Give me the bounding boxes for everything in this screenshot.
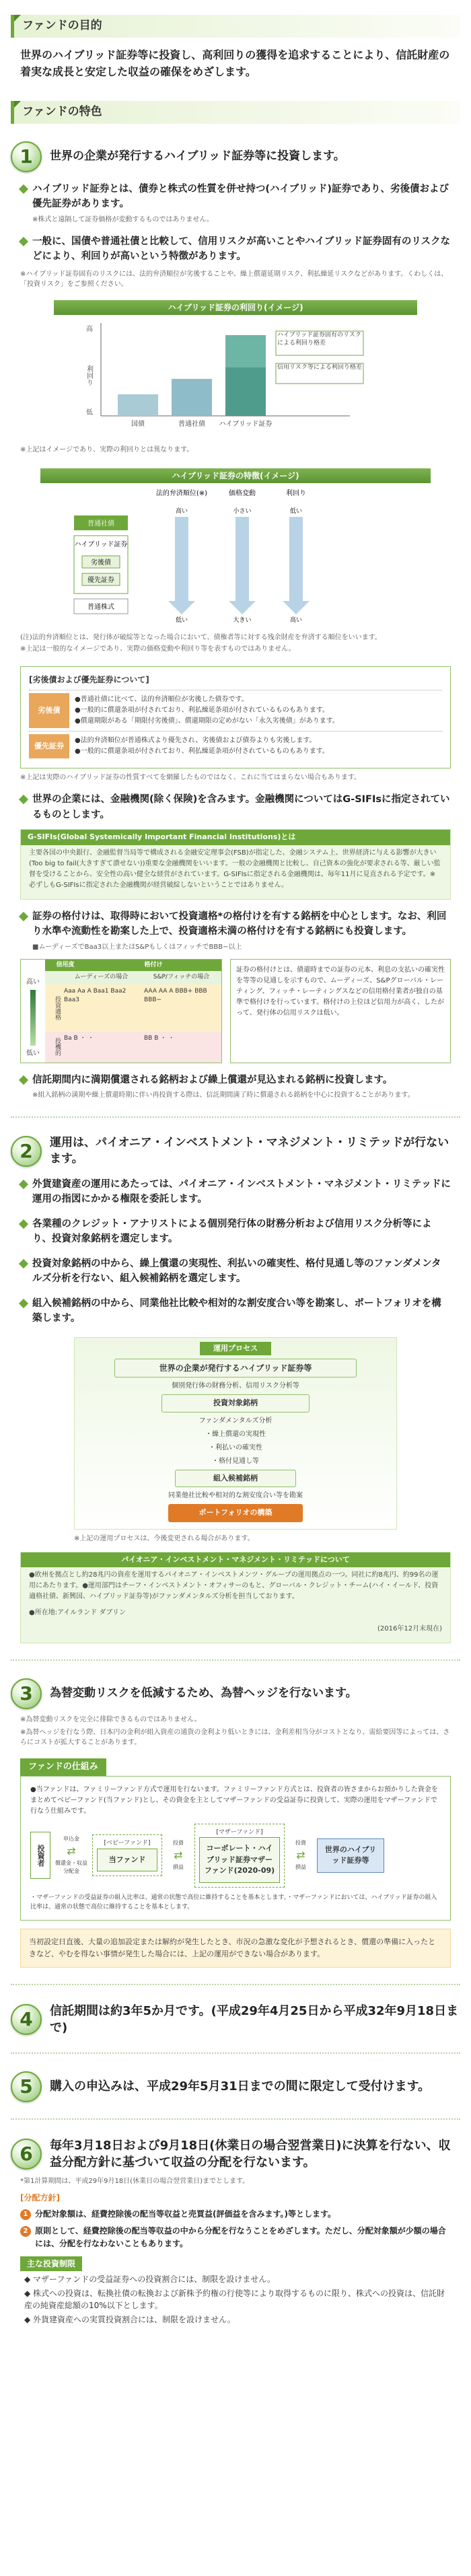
cat-corp: 普通社債 bbox=[178, 421, 205, 429]
svg-text:高い: 高い bbox=[175, 507, 188, 515]
rating-desc: 証券の格付けとは、債還時までの証券の元本、利息の支払いの確実性を等等の見通しを示すもので、ムーディーズ、S&Pグローバル・レーティング、フィッチ・レーティングスなどの信用格付業者が独自の基準で格付けを行っています。格付けの上位ほど信用力が高く、したがって、発行体の信用リスクは低い。 bbox=[230, 959, 451, 1063]
limits-heading: 主な投資制限 bbox=[20, 2256, 82, 2271]
col-yield bbox=[283, 489, 310, 624]
feature-4: 4 信託期間は約3年5か月です。(平成29年4月25日から平成32年9月18日まで) bbox=[11, 2003, 460, 2036]
svg-text:高い: 高い bbox=[289, 616, 303, 624]
bullet-text: 証券の格付けは、取得時において投資適格*の格付けを有する銘柄を中心とします。なお、利回り水準や流動性を勘案した上で、投資適格未満の格付けを有する銘柄にも投資します。 bbox=[32, 910, 447, 937]
frame-row-key: 優先証券 bbox=[29, 734, 69, 758]
mechanism-box: ●当ファンドは、ファミリーファンド方式で運用を行ないます。ファミリーファンド方式とは、投資者の皆さまからお預かりした資金をまとめてベビーファンド(当ファンド)とし、その資金を主としてマザーファンドの受益証券に投資して、実際の運用をマザーファンドで行なう仕組みです。 投資者 申込金 ⇄ 償還金・収益分配金 [ベビーファンド] 当ファンド 投資 ⇄ 損益 [マザーファンド] コーポレート・ハイブリッド証券マザーファンド(2020-09) 投資 ⇄ 損益 世界のハイブリッド証券等 ・マザーファンドの受益証券の組入比率は、通常の状態で高位に維持することを基本とします。・マザーファンドにおいては、ハイブリッド証券の組入比率は、通常の状態で高位に維持することを基本とします。 bbox=[20, 1776, 451, 1921]
bond-frame bbox=[20, 666, 451, 768]
svg-text:利回り: 利回り bbox=[286, 489, 306, 497]
frame-title: [劣後債および優先証券について] bbox=[29, 675, 149, 685]
left-corp: 普通社債 bbox=[87, 520, 114, 528]
bullet bbox=[20, 1073, 451, 1100]
feature-number: 1 bbox=[11, 141, 42, 172]
yield-chart bbox=[0, 315, 471, 436]
bar-corp bbox=[172, 379, 212, 416]
svg-text:低い: 低い bbox=[289, 507, 303, 515]
bar-govt bbox=[118, 394, 158, 416]
rating-section bbox=[20, 959, 451, 1063]
callout-2: 信用リスク等による利回り格差 bbox=[277, 364, 362, 371]
rating-table: 高い 低い 信用度 格付け ムーディーズの場合 S&P/フィッチの場合 投資適格 Aaa Aa A Baa1 Baa2 Baa3 AAA AA A BBB+ BBB BBB− 投機的 Ba B ・ ・ BB B ・ ・ bbox=[20, 959, 222, 1063]
bullet-text: 一般に、国債や普通社債と比較して、信用リスクが高いことやハイブリッド証券固有のリスクなどにより、利回りが高いという特徴があります。 bbox=[32, 236, 451, 262]
chart2-title: ハイブリッド証券の特徴(イメージ) bbox=[40, 468, 431, 483]
bullet-text: ハイブリッド証券とは、債券と株式の性質を併せ持つ(ハイブリッド)証券であり、劣後債および優先証券があります。 bbox=[32, 183, 449, 210]
limit-item: ◆ 外貨建資産への実質投資割合には、制限を設けません。 bbox=[24, 2315, 236, 2325]
bullet-note: ※組入銘柄の満期や繰上償還時期に伴い再投資する際は、信託期間満了時に償還される銘柄を中心に投資することがあります。 bbox=[32, 1092, 414, 1100]
gsifi-box bbox=[20, 829, 451, 900]
pioneer-box: パイオニア・インベストメント・マネジメント・リミテッドについて ●欧州を拠点とし約28兆円の資産を運用するパイオニア・インベストメンツ・グループの運用拠点の一つ。同社に約8兆円、約99名の運用にあたります。●運用部門はチーフ・インベストメント・オフィサーのもと、グローバル・クレジット・チーム(ハイ・イールド、投資適格社債、新興国、ハイブリッド証券等)がファンダメンタルズ分析を担当しております。 ●所在地:アイルランド ダブリン (2016年12月末現在) bbox=[20, 1552, 451, 1644]
left-equity: 普通株式 bbox=[87, 603, 114, 611]
mechanism-title: ファンドの仕組み bbox=[20, 1758, 106, 1776]
notice-box: 当初設定日直後、大量の追加設定または解約が発生したとき、市況の急激な変化が予想されるとき、償還の準備に入ったときなど、やむを得ない事情が発生した場合には、上記の運用ができない場合があります。 bbox=[20, 1929, 451, 1967]
frame-note: ※上記は実際のハイブリッド証券の性質すべてを網羅したものではなく、これに当てはまらない場合もあります。 bbox=[20, 774, 361, 782]
left-pref: 優先証券 bbox=[87, 576, 114, 584]
svg-text:大きい: 大きい bbox=[233, 616, 252, 624]
features-heading bbox=[11, 101, 460, 124]
feature-1 bbox=[11, 141, 460, 172]
bullet-note: ■ムーディーズでBaa3以上またはS&PもしくはフィッチでBBB−以上 bbox=[32, 943, 242, 951]
distribution-heading: [分配方針] bbox=[20, 2193, 60, 2203]
feature-title: 運用は、パイオニア・インベストメント・マネジメント・リミテッドが行ないます。 bbox=[50, 1136, 449, 1166]
frame-row-key: 劣後債 bbox=[29, 693, 69, 728]
svg-text:低い: 低い bbox=[175, 616, 188, 624]
limit-item: ◆ マザーファンドの受益証券への投資割合には、制限を設けません。 bbox=[24, 2275, 275, 2285]
feature-title: 為替変動リスクを低減するため、為替ヘッジを行ないます。 bbox=[50, 1686, 357, 1701]
process-funnel: 運用プロセス 世界の企業が発行するハイブリッド証券等 個別発行体の財務分析、信用リスク分析等 投資対象銘柄 ファンダメンタルズ分析 ・繰上償還の実現性 ・利払いの確実性 ・格付見通し等 組入候補銘柄 同業他社比較や相対的な割安度合い等を勘案 ポートフォリオの構築 bbox=[74, 1337, 397, 1530]
features-chart bbox=[0, 483, 471, 624]
frame-row: 優先証券 ●法的弁済順位が普通株式より優先され、劣後債および債券よりも劣後します。 ●一般的に償還条項が付されており、利払繰延条項が付されているものもあります。 bbox=[29, 731, 442, 761]
feature-number: 3 bbox=[11, 1678, 42, 1709]
bullet bbox=[20, 234, 451, 264]
feature-5: 5 購入の申込みは、平成29年5月31日までの間に限定して受付けます。 bbox=[11, 2071, 460, 2102]
svg-text:価格変動: 価格変動 bbox=[229, 489, 256, 497]
yield-high: 高 bbox=[86, 326, 93, 334]
feature-number: 2 bbox=[11, 1136, 42, 1167]
page: ファンドの目的 世界のハイブリッド証券等に投資し、高利回りの獲得を追求することにより、信託財産の着実な成長と安定した収益の確保をめざします。 ファンドの特色 1 世界の企業が発行するハイブリッド証券等に投資します。 ハイブリッド証券とは、債券と株式の性質を併せ持つ(ハイブリッド)証券であり、劣後債および優先証券があります。 ※株式と遠隔して証券価格が変動するものではありません。 一般に、国債や普通社債と比較して、信用リスクが高いことやハイブリッド証券固有のリスクなどにより、利回りが高いという特徴があります。 ※ハイブリッド証券固有のリスクには、法的弁済順位が劣後することや、繰上償還延期リスク、利払繰延リスクなどがあります。くわしくは、「投資リスク」をご参照ください。 ハイブリッド証券の利回り(イメージ) 高 低 利回り 国債 普通社債 ハイブリッド証券 ハイブリッド証券固有のリスクによる利回り格差 信用リスク等による利回り格差 ※上記はイメージであり、実際の利回りとは異なります。 ハイブリッド証券の特徴(イメージ) 普通社債 ハイブリッド証券 劣後債 優先証券 普通株式 法的弁済順位(※) 高い 低い 価格変動 小さい 大きい 利回り 低い 高い (注)法的弁済順位とは、発行体が破綻等となった場合において、債権者等に対する残余財産を弁済する順位をいいます。 ※上記は一般的なイメージであり、実際の価格変動や利回り等を表すものではありません。 [劣後債および優先証券について] 劣後債 ●普通社債に比べて、法的弁済順位が劣後した債券です。 ●一般的に償還条項が付されており、利払繰延条項が付されているものもあります。 ●償還期限がある「期限付劣後債」、償還期限の定めがない「永久劣後債」があります。 優先証券 ●法的弁済順位が普通株式より優先され、劣後債および債券よりも劣後します。 ●一般的に償還条項が付されており、利払繰延条項が付されているものもあります。 ※上記は実際のハイブリッド証券の性質すべてを網羅したものではなく、これに当てはまらない場合もあります。 世界の企業には、金融機関(除く保険)を含みます。金融機関についてはG-SIFIsに指定されているものとします。 G-SIFIs(Global Systemically Important Financial Institutions)とは 主要各国の中央銀行、金融監督当局等で構成される金融安定理事会(FSB)が指定した、金融システム上、世界経済に与える影響が大きい(Too big to fail(大きすぎて潰せない))重要な金融機関をいいます。一般の金融機関と比較し、自己資本の強化が要求される等、厳しい監督を受けることから、安全性の高い健全な経営がされています。G-SIFIsに指定される金融機関は、毎年11月に見直される予定です。※必ずしもG-SIFIsに指定された金融機関が経営破綻しないということではありません。 証券の格付けは、取得時において投資適格*の格付けを有する銘柄を中心とします。なお、利回り水準や流動性を勘案した上で、投資適格未満の格付けを有する銘柄にも投資します。 ■ムーディーズでBaa3以上またはS&PもしくはフィッチでBBB−以上 高い 低い 信用度 格付け ムーディーズの場合 S&P/フィッチの場合 投資適格 Aaa Aa A Baa1 Baa2 Baa3 AAA AA A BBB+ BBB BBB− 投機的 Ba B ・ ・ BB B ・ ・ 証券の格付けとは、債還時までの証券の元本、利息の支払いの確実性を等等の見通しを示すもので、ムーディーズ、S&Pグローバル・レーティング、フィッチ・レーティングスなどの信用格付業者が独自の基準で格付けを行っています。格付けの上位ほど信用力が高く、したがって、発行体の信用リスクは低い。 信託期間内に満期償還される銘柄および繰上償還が見込まれる銘柄に投資します。 ※組入銘柄の満期や繰上償還時期に伴い再投資する際は、信託期間満了時に償還される銘柄を中心に投資することがあります。 2 運用は、パイオニア・インベストメント・マネジメント・リミテッドが行ないます。 外貨建資産の運用にあたっては、パイオニア・インベストメント・マネジメント・リミテッドに運用の指図にかかる権限を委託します。 各業種のクレジット・アナリストによる個別発行体の財務分析および信用リスク分析等により、投資対象銘柄を選定します。 投資対象銘柄の中から、繰上償還の実現性、利払いの確実性、格付見通し等のファンダメンタルズ分析を行ない、組入候補銘柄を選定します。 組入候補銘柄の中から、同業他社比較や相対的な割安度合い等を勘案し、ポートフォリオを構築します。 運用プロセス 世界の企業が発行するハイブリッド証券等 個別発行体の財務分析、信用リスク分析等 投資対象銘柄 ファンダメンタルズ分析 ・繰上償還の実現性 ・利払いの確実性 ・格付見通し等 組入候補銘柄 同業他社比較や相対的な割安度合い等を勘案 ポートフォリオの構築 ※上記の運用プロセスは、今後変更される場合があります。 パイオニア・インベストメント・マネジメント・リミテッドについて ●欧州を拠点とし約28兆円の資産を運用するパイオニア・インベストメンツ・グループの運用拠点の一つ。同社に約8兆円、約99名の運用にあたります。●運用部門はチーフ・インベストメント・オフィサーのもと、グローバル・クレジット・チーム(ハイ・イールド、投資適格社債、新興国、ハイブリッド証券等)がファンダメンタルズ分析を担当しております。 ●所在地:アイルランド ダブリン (2016年12月末現在) 3 為替変動リスクを低減するため、為替ヘッジを行ないます。 ※為替変動リスクを完全に排除できるものではありません。 ※為替ヘッジを行なう際、日本円の金利が組入資産の通貨の金利より低いときには、金利差相当分がコストとなり、需給要因等によっては、さらにコストが拡大することがあります。 ファンドの仕組み ●当ファンドは、ファミリーファンド方式で運用を行ないます。ファミリーファンド方式とは、投資者の皆さまからお預かりした資金をまとめてベビーファンド(当ファンド)とし、その資金を主としてマザーファンドの受益証券に投資して、実際の運用をマザーファンドで行なう仕組みです。 投資者 申込金 ⇄ 償還金・収益分配金 [ベビーファンド] 当ファンド 投資 ⇄ 損益 [マザーファンド] コーポレート・ハイブリッド証券マザーファンド(2020-09) 投資 ⇄ 損益 世界のハイブリッド証券等 ・マザーファンドの受益証券の組入比率は、通常の状態で高位に維持することを基本とします。・マザーファンドにおいては、ハイブリッド証券の組入比率は、通常の状態で高位に維持することを基本とします。 当初設定日直後、大量の追加設定または解約が発生したとき、市況の急激な変化が予想されるとき、償還の準備に入ったときなど、やむを得ない事情が発生した場合には、上記の運用ができない場合があります。 4 信託期間は約3年5か月です。(平成29年4月25日から平成32年9月18日まで) 5 購入の申込みは、平成29年5月31日までの間に限定して受付けます。 6 毎年3月18日および9月18日(休業日の場合翌営業日)に決算を行ない、収益分配方針に基づいて収益の分配を行ないます。 *第1計算期間は、平成29年9月18日(休業日の場合翌営業日)までとします。 [分配方針] 1 分配対象額は、経費控除後の配当等収益と売買益(評価益を含みます。)等とします。 2 原則として、経費控除後の配当等収益の中から分配を行なうことをめざします。ただし、分配対象額が少額の場合には、分配を行なわないこともあります。 主な投資制限 ◆ マザーファンドの受益証券への投資割合には、制限を設けません。 ◆ 株式への投資は、転換社債の転換および新株予約権の行使等により取得するものに限り、株式への投資は、信託財産の純資産総額の10%以下とします。 ◆ 外貨建資産への実質投資割合には、制限を設けません。 bbox=[0, 0, 471, 2576]
chart2-note2: ※上記は一般的なイメージであり、実際の価格変動や利回り等を表すものではありません。 bbox=[20, 645, 295, 653]
bullet bbox=[20, 792, 451, 822]
dist-item: 2 原則として、経費控除後の配当等収益の中から分配を行なうことをめざします。ただし、分配対象額が少額の場合には、分配を行なわないこともあります。 bbox=[20, 2225, 451, 2250]
col-priority bbox=[156, 489, 207, 624]
feature-6: 6 毎年3月18日および9月18日(休業日の場合翌営業日)に決算を行ない、収益分配方針に基づいて収益の分配を行ないます。 bbox=[11, 2137, 460, 2171]
yield-low: 低 bbox=[86, 409, 93, 417]
bar-hybrid-top bbox=[225, 335, 266, 367]
dist-item: 1 分配対象額は、経費控除後の配当等収益と売買益(評価益を含みます。)等とします。 bbox=[20, 2208, 451, 2221]
features-heading-text: ファンドの特色 bbox=[22, 104, 102, 118]
col-volatility bbox=[229, 489, 256, 624]
gsifi-head: G-SIFIs(Global Systemically Important Financial Institutions)とは bbox=[21, 830, 450, 845]
frame-row: 劣後債 ●普通社債に比べて、法的弁済順位が劣後した債券です。 ●一般的に償還条項が付されており、利払繰延条項が付されているものもあります。 ●償還期限がある「期限付劣後債」、償還期限の定めがない「永久劣後債」があります。 bbox=[29, 690, 442, 731]
left-hybrid: ハイブリッド証券 bbox=[74, 540, 128, 548]
yield-ylabel: 利回り bbox=[85, 365, 93, 386]
purpose-lead: 世界のハイブリッド証券等に投資し、高利回りの獲得を追求することにより、信託財産の着実な成長と安定した収益の確保をめざします。 bbox=[20, 48, 450, 78]
svg-text:小さい: 小さい bbox=[233, 507, 252, 515]
callout-1: ハイブリッド証券固有のリスクによる利回り格差 bbox=[277, 332, 361, 347]
limit-item: ◆ 株式への投資は、転換社債の転換および新株予約権の行使等により取得するものに限り、株式への投資は、信託財産の純資産総額の10%以下とします。 bbox=[24, 2289, 445, 2311]
chart1-title: ハイブリッド証券の利回り(イメージ) bbox=[54, 300, 417, 315]
bullet bbox=[20, 182, 451, 225]
bullet: 投資対象銘柄の中から、繰上償還の実現性、利払いの確実性、格付見通し等のファンダメンタルズ分析を行ない、組入候補銘柄を選定します。 bbox=[20, 1256, 451, 1287]
bullet bbox=[20, 909, 451, 952]
feature-2 bbox=[11, 1135, 460, 1168]
cat-govt: 国債 bbox=[131, 421, 145, 429]
bullet-text: 信託期間内に満期償還される銘柄および繰上償還が見込まれる銘柄に投資します。 bbox=[32, 1074, 393, 1085]
svg-text:法的弁済順位(※): 法的弁済順位(※) bbox=[155, 489, 208, 497]
note: ※ハイブリッド証券固有のリスクには、法的弁済順位が劣後することや、繰上償還延期リスク、利払繰延リスクなどがあります。くわしくは、「投資リスク」をご参照ください。 bbox=[20, 271, 448, 289]
bullet: 各業種のクレジット・アナリストによる個別発行体の財務分析および信用リスク分析等により、投資対象銘柄を選定します。 bbox=[20, 1217, 451, 1247]
chart1-note: ※上記はイメージであり、実際の利回りとは異なります。 bbox=[20, 445, 194, 454]
bullet-text: 世界の企業には、金融機関(除く保険)を含みます。金融機関についてはG-SIFIsに指定されているものとします。 bbox=[32, 794, 450, 820]
bullet: 組入候補銘柄の中から、同業他社比較や相対的な割安度合い等を勘案し、ポートフォリオを構築します。 bbox=[20, 1296, 451, 1326]
bullet-note: ※株式と遠隔して証券価格が変動するものではありません。 bbox=[32, 215, 213, 223]
feature-title: 世界の企業が発行するハイブリッド証券等に投資します。 bbox=[50, 149, 345, 163]
left-sub: 劣後債 bbox=[91, 559, 111, 567]
process-note: ※上記の運用プロセスは、今後変更される場合があります。 bbox=[74, 1534, 254, 1542]
cat-hybrid: ハイブリッド証券 bbox=[219, 421, 273, 429]
gsifi-text: 主要各国の中央銀行、金融監督当局等で構成される金融安定理事会(FSB)が指定した、金融システム上、世界経済に与える影響が大きい(Too big to fail(大きすぎて潰せない))重要な金融機関をいいます。一般の金融機関と比較し、自己資本の強化が要求される等、厳しい監督を受けることから、安全性の高い健全な経営がされています。G-SIFIsに指定される金融機関は、毎年11月に見直される予定です。※必ずしもG-SIFIsに指定された金融機関が経営破綻しないということではありません。 bbox=[29, 849, 441, 889]
chart2-note1: (注)法的弁済順位とは、発行体が破綻等となった場合において、債権者等に対する残余財産を弁済する順位をいいます。 bbox=[20, 634, 382, 642]
purpose-heading bbox=[11, 15, 460, 38]
feature-3 bbox=[11, 1678, 460, 1709]
purpose-heading-text: ファンドの目的 bbox=[22, 19, 102, 33]
bullet: 外貨建資産の運用にあたっては、パイオニア・インベストメント・マネジメント・リミテッドに運用の指図にかかる権限を委託します。 bbox=[20, 1177, 451, 1207]
